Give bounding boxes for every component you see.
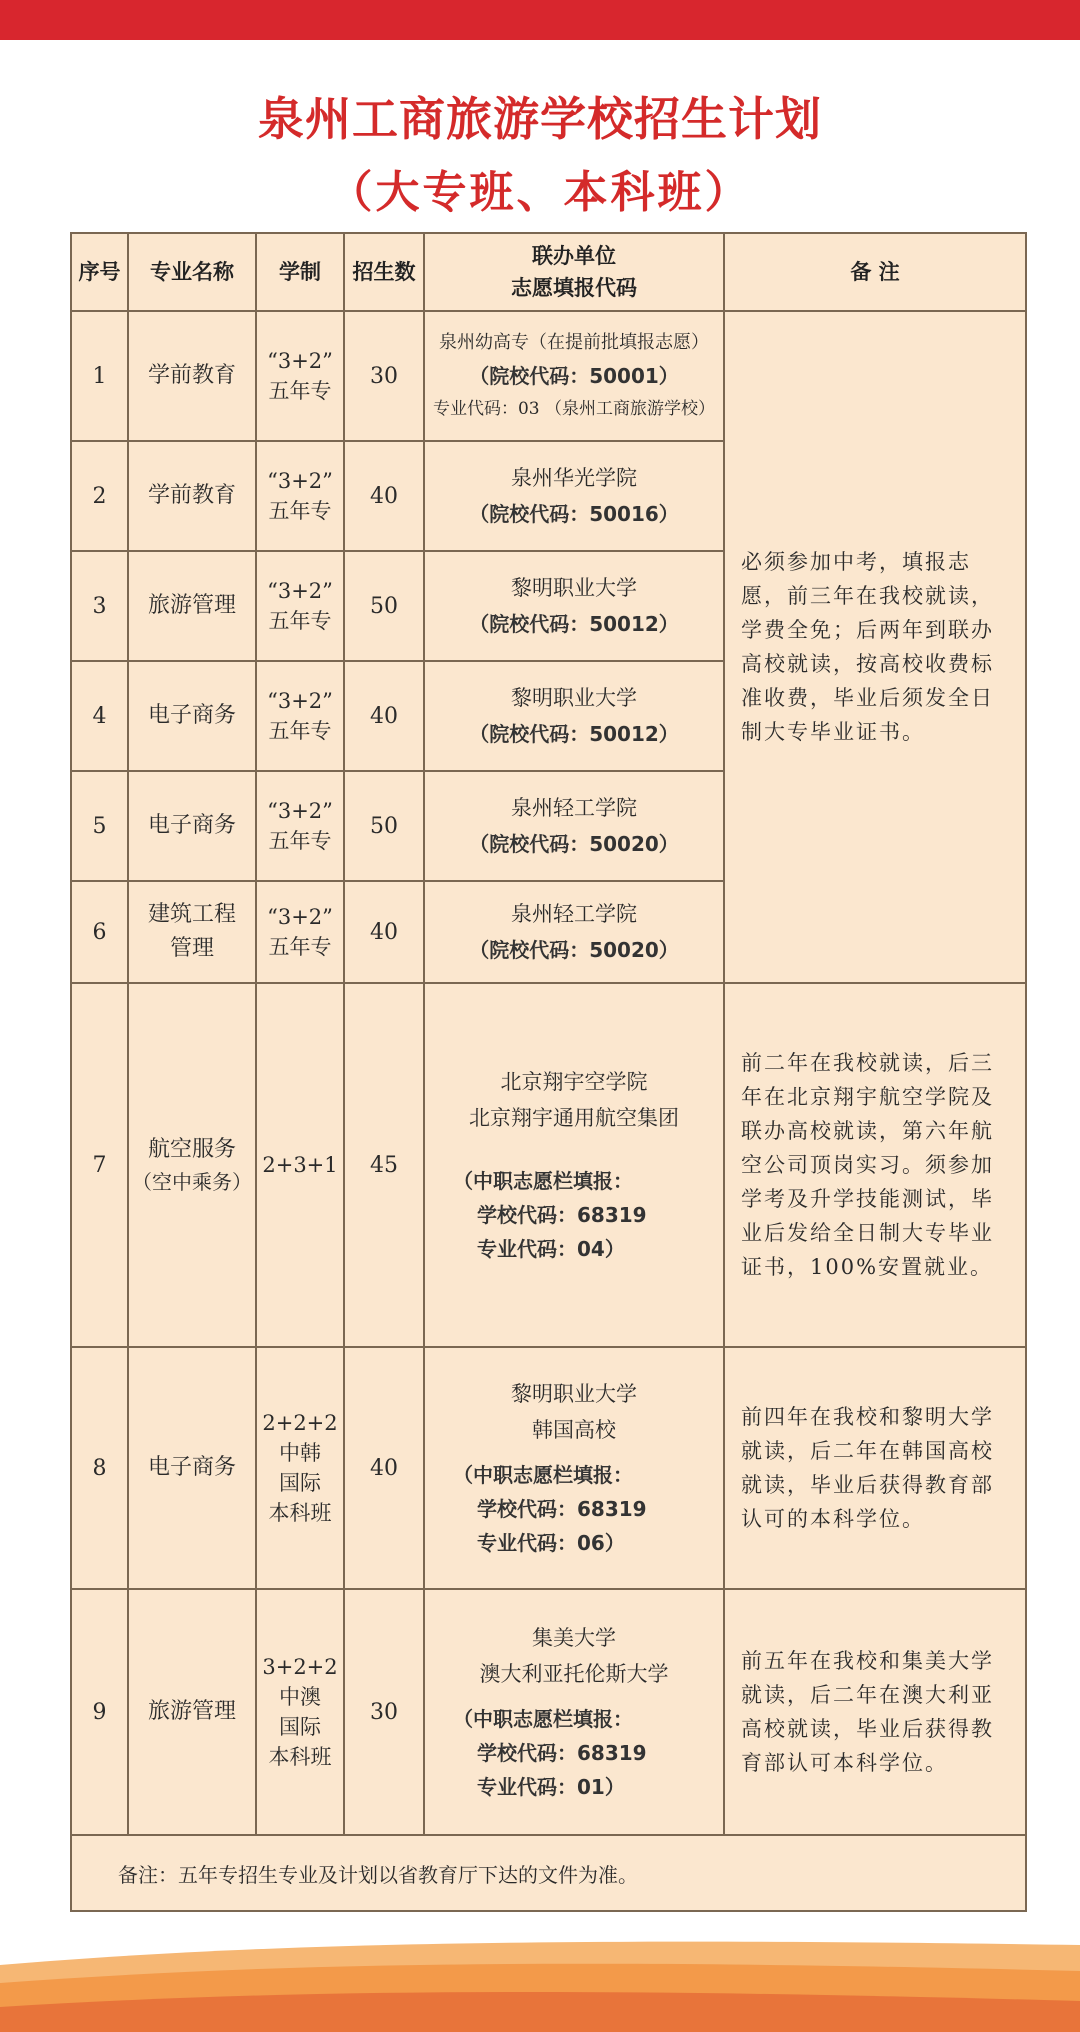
row-note: 前五年在我校和集美大学就读，后二年在澳大利亚高校就读，毕业后获得教育部认可本科学位。 xyxy=(724,1589,1026,1835)
table-row xyxy=(71,1589,1026,1835)
unit-line: 黎明职业大学 xyxy=(511,1382,637,1406)
row-no: 9 xyxy=(71,1589,128,1835)
unit-line: 澳大利亚托伦斯大学 xyxy=(479,1662,669,1686)
row-unit xyxy=(424,311,724,441)
row-system xyxy=(256,771,344,881)
row-enroll: 45 xyxy=(344,983,424,1347)
unit-code: （中职志愿栏填报： xyxy=(453,1707,633,1731)
unit-code: （中职志愿栏填报： xyxy=(453,1169,633,1193)
row-no: 3 xyxy=(71,551,128,661)
row-enroll: 50 xyxy=(344,551,424,661)
row-enroll: 40 xyxy=(344,881,424,983)
header-unit-line2: 志愿填报代码 xyxy=(511,276,637,300)
row-major xyxy=(128,983,256,1347)
unit-code: （院校代码：50001） xyxy=(469,364,679,388)
spacer xyxy=(425,1448,723,1458)
row-system xyxy=(256,441,344,551)
system-line: 五年专 xyxy=(268,829,332,853)
table-footer-row xyxy=(71,1835,1026,1911)
enrollment-table xyxy=(70,232,1027,1912)
system-line: 五年专 xyxy=(268,719,332,743)
row-major xyxy=(128,881,256,983)
system-line: 本科班 xyxy=(268,1745,332,1769)
unit-subcode: 专业代码：03 （泉州工商旅游学校） xyxy=(432,399,716,419)
row-no: 6 xyxy=(71,881,128,983)
row-major: 学前教育 xyxy=(128,311,256,441)
row-no: 5 xyxy=(71,771,128,881)
system-line: 五年专 xyxy=(268,499,332,523)
unit-code: 专业代码：01） xyxy=(477,1775,625,1799)
unit-line: 黎明职业大学 xyxy=(511,576,637,600)
row-unit xyxy=(424,1347,724,1589)
unit-line: 韩国高校 xyxy=(532,1418,616,1442)
row-major: 旅游管理 xyxy=(128,1589,256,1835)
row-unit xyxy=(424,1589,724,1835)
spacer xyxy=(425,1692,723,1702)
unit-code: 学校代码：68319 xyxy=(477,1203,647,1227)
row-major: 学前教育 xyxy=(128,441,256,551)
unit-line: 泉州轻工学院 xyxy=(511,796,637,820)
system-line: 五年专 xyxy=(268,609,332,633)
unit-line: 泉州华光学院 xyxy=(511,466,637,490)
row-enroll: 40 xyxy=(344,1347,424,1589)
row-unit xyxy=(424,441,724,551)
system-line: 国际 xyxy=(279,1715,321,1739)
unit-code: 专业代码：04） xyxy=(477,1237,625,1261)
row-unit xyxy=(424,771,724,881)
shared-note: 必须参加中考，填报志愿，前三年在我校就读，学费全免；后两年到联办高校就读，按高校收费标准收费，毕业后须发全日制大专毕业证书。 xyxy=(724,311,1026,983)
row-system xyxy=(256,311,344,441)
row-system xyxy=(256,1347,344,1589)
system-line: “3+2” xyxy=(267,689,333,713)
system-line: “3+2” xyxy=(267,799,333,823)
header-no: 序号 xyxy=(71,233,128,311)
major-line: 建筑工程 xyxy=(147,902,236,927)
title-block xyxy=(0,80,1080,228)
row-enroll: 30 xyxy=(344,311,424,441)
row-unit xyxy=(424,881,724,983)
table-row xyxy=(71,983,1026,1347)
header-enroll: 招生数 xyxy=(344,233,424,311)
row-system xyxy=(256,551,344,661)
unit-code: （中职志愿栏填报： xyxy=(453,1463,633,1487)
row-system xyxy=(256,881,344,983)
table-row xyxy=(71,311,1026,441)
system-line: 2+2+2 xyxy=(262,1411,338,1435)
header-unit xyxy=(424,233,724,311)
row-major: 电子商务 xyxy=(128,661,256,771)
row-major: 电子商务 xyxy=(128,1347,256,1589)
page-title: 泉州工商旅游学校招生计划 xyxy=(258,92,822,146)
row-no: 4 xyxy=(71,661,128,771)
row-no: 2 xyxy=(71,441,128,551)
row-no: 7 xyxy=(71,983,128,1347)
row-enroll: 40 xyxy=(344,441,424,551)
unit-code: （院校代码：50012） xyxy=(469,612,679,636)
row-system: 2+3+1 xyxy=(256,983,344,1347)
system-line: 国际 xyxy=(279,1471,321,1495)
unit-code: （院校代码：50012） xyxy=(469,722,679,746)
system-line: “3+2” xyxy=(267,905,333,929)
row-enroll: 30 xyxy=(344,1589,424,1835)
system-line: “3+2” xyxy=(267,579,333,603)
unit-code: 专业代码：06） xyxy=(477,1531,625,1555)
row-enroll: 50 xyxy=(344,771,424,881)
unit-code: （院校代码：50016） xyxy=(469,502,679,526)
header-unit-line1: 联办单位 xyxy=(532,244,616,268)
system-line: “3+2” xyxy=(267,349,333,373)
row-note: 前二年在我校就读，后三年在北京翔宇航空学院及联办高校就读，第六年航空公司顶岗实习。须参加学考及升学技能测试，毕业后发给全日制大专毕业证书，100%安置就业。 xyxy=(724,983,1026,1347)
unit-line: 泉州幼高专（在提前批填报志愿） xyxy=(439,332,709,353)
system-line: 本科班 xyxy=(268,1501,332,1525)
footer-note: 备注：五年专招生专业及计划以省教育厅下达的文件为准。 xyxy=(71,1835,1026,1911)
row-major: 旅游管理 xyxy=(128,551,256,661)
major-line: 管理 xyxy=(169,936,214,961)
system-line: “3+2” xyxy=(267,469,333,493)
row-enroll: 40 xyxy=(344,661,424,771)
row-note: 前四年在我校和黎明大学就读，后二年在韩国高校就读，毕业后获得教育部认可的本科学位。 xyxy=(724,1347,1026,1589)
major-line: 航空服务 xyxy=(147,1137,236,1162)
row-unit xyxy=(424,551,724,661)
unit-line: 北京翔宇通用航空集团 xyxy=(469,1106,679,1130)
row-unit xyxy=(424,661,724,771)
unit-code: （院校代码：50020） xyxy=(469,938,679,962)
page-subtitle: （大专班、本科班） xyxy=(328,167,752,218)
system-line: 中韩 xyxy=(279,1441,321,1465)
row-major: 电子商务 xyxy=(128,771,256,881)
unit-code: 学校代码：68319 xyxy=(477,1497,647,1521)
unit-line: 北京翔宇空学院 xyxy=(500,1070,648,1094)
unit-line: 黎明职业大学 xyxy=(511,686,637,710)
unit-code: 学校代码：68319 xyxy=(477,1741,647,1765)
header-system: 学制 xyxy=(256,233,344,311)
row-unit xyxy=(424,983,724,1347)
table-header-row xyxy=(71,233,1026,311)
unit-code: （院校代码：50020） xyxy=(469,832,679,856)
unit-line: 泉州轻工学院 xyxy=(511,902,637,926)
top-red-band xyxy=(0,0,1080,40)
header-note: 备 注 xyxy=(724,233,1026,311)
spacer xyxy=(425,1136,723,1164)
system-line: 五年专 xyxy=(268,379,332,403)
header-major: 专业名称 xyxy=(128,233,256,311)
unit-line: 集美大学 xyxy=(532,1626,616,1650)
system-line: 五年专 xyxy=(268,935,332,959)
row-no: 8 xyxy=(71,1347,128,1589)
major-line: （空中乘务） xyxy=(132,1170,252,1194)
row-system xyxy=(256,1589,344,1835)
system-line: 中澳 xyxy=(279,1685,321,1709)
system-line: 3+2+2 xyxy=(262,1655,338,1679)
row-no: 1 xyxy=(71,311,128,441)
table-row xyxy=(71,1347,1026,1589)
bottom-wave-decoration xyxy=(0,1915,1080,2032)
row-system xyxy=(256,661,344,771)
